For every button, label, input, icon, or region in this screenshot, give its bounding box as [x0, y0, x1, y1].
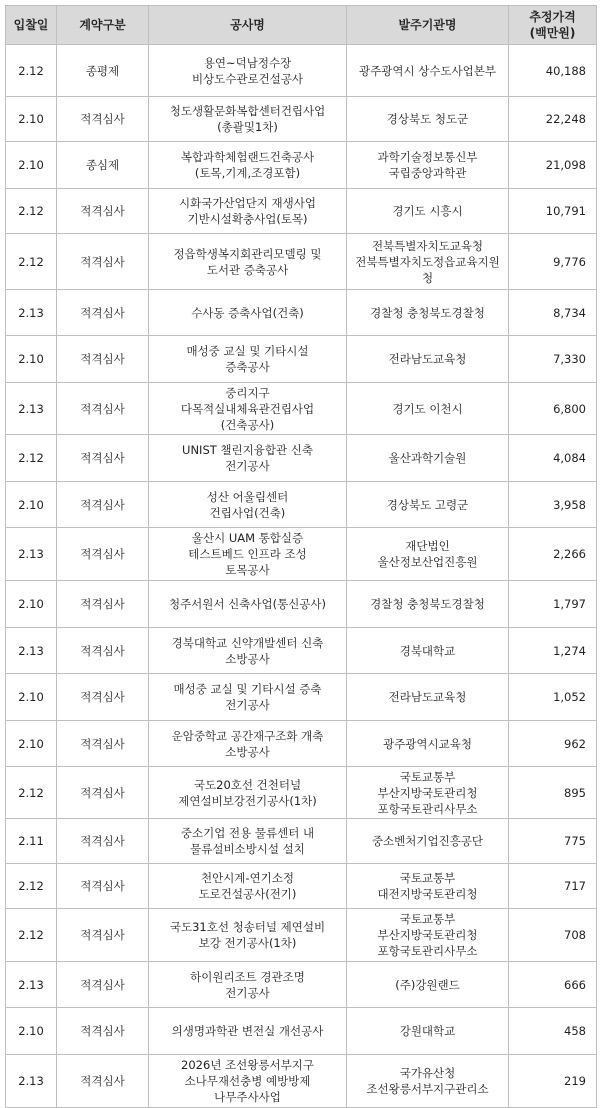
cell-price: 717: [509, 864, 597, 909]
cell-agency: 경북대학교: [347, 628, 509, 674]
cell-date: 2.12: [6, 864, 57, 909]
cell-date: 2.13: [6, 628, 57, 674]
cell-date: 2.12: [6, 909, 57, 962]
cell-date: 2.10: [6, 482, 57, 528]
cell-contract-type: 적격심사: [57, 336, 149, 383]
bid-table: [5, 5, 597, 1108]
cell-project-name: UNIST 챌린지융합관 신축 전기공사: [149, 435, 347, 482]
cell-agency: 울산과학기술원: [347, 435, 509, 482]
table-row: [6, 97, 597, 142]
cell-agency: 중소벤처기업진흥공단: [347, 819, 509, 864]
cell-date: 2.13: [6, 290, 57, 336]
cell-contract-type: 적격심사: [57, 435, 149, 482]
cell-project-name: 국도31호선 청송터널 제연설비 보강 전기공사(1차): [149, 909, 347, 962]
table-row: [6, 290, 597, 336]
table-row: [6, 864, 597, 909]
cell-date: 2.13: [6, 1055, 57, 1108]
cell-project-name: 중소기업 전용 물류센터 내 물류설비소방시설 설치: [149, 819, 347, 864]
cell-agency: 전북특별자치도교육청 전북특별자치도정읍교육지원청: [347, 234, 509, 290]
cell-date: 2.12: [6, 435, 57, 482]
table-row: [6, 482, 597, 528]
cell-price: 7,330: [509, 336, 597, 383]
cell-date: 2.12: [6, 45, 57, 97]
cell-project-name: 경북대학교 신약개발센터 신축 소방공사: [149, 628, 347, 674]
cell-date: 2.10: [6, 1008, 57, 1055]
cell-date: 2.10: [6, 142, 57, 189]
cell-agency: 강원대학교: [347, 1008, 509, 1055]
cell-agency: 경찰청 충청북도경찰청: [347, 290, 509, 336]
cell-project-name: 하이원리조트 경관조명 전기공사: [149, 962, 347, 1008]
table-body: [6, 45, 597, 1108]
cell-agency: 경기도 이천시: [347, 383, 509, 435]
cell-contract-type: 종평제: [57, 45, 149, 97]
cell-agency: (주)강원랜드: [347, 962, 509, 1008]
cell-agency: 경기도 시흥시: [347, 189, 509, 234]
cell-project-name: 국도20호선 건천터널 제연설비보강전기공사(1차): [149, 767, 347, 819]
cell-contract-type: 적격심사: [57, 674, 149, 721]
table-row: [6, 674, 597, 721]
cell-agency: 국토교통부 대전지방국토관리청: [347, 864, 509, 909]
cell-agency: 국가유산청 조선왕릉서부지구관리소: [347, 1055, 509, 1108]
cell-price: 4,084: [509, 435, 597, 482]
cell-project-name: 수사동 증축사업(건축): [149, 290, 347, 336]
cell-price: 8,734: [509, 290, 597, 336]
cell-project-name: 정읍학생복지회관리모델링 및 도서관 증축공사: [149, 234, 347, 290]
cell-contract-type: 적격심사: [57, 290, 149, 336]
cell-agency: 국토교통부 부산지방국토관리청 포항국토관리사무소: [347, 909, 509, 962]
cell-agency: 광주광역시 상수도사업본부: [347, 45, 509, 97]
cell-date: 2.11: [6, 819, 57, 864]
cell-price: 22,248: [509, 97, 597, 142]
cell-contract-type: 적격심사: [57, 482, 149, 528]
table-row: [6, 909, 597, 962]
header-contract-type: 계약구분: [57, 6, 149, 45]
cell-project-name: 의생명과학관 변전실 개선공사: [149, 1008, 347, 1055]
cell-contract-type: 적격심사: [57, 1055, 149, 1108]
cell-price: 708: [509, 909, 597, 962]
cell-contract-type: 적격심사: [57, 581, 149, 628]
cell-price: 775: [509, 819, 597, 864]
table-row: [6, 142, 597, 189]
cell-date: 2.10: [6, 721, 57, 767]
cell-contract-type: 적격심사: [57, 962, 149, 1008]
table-row: [6, 819, 597, 864]
cell-price: 1,274: [509, 628, 597, 674]
cell-contract-type: 적격심사: [57, 819, 149, 864]
cell-project-name: 청주서원서 신축사업(통신공사): [149, 581, 347, 628]
cell-agency: 과학기술정보통신부 국립중앙과학관: [347, 142, 509, 189]
cell-price: 458: [509, 1008, 597, 1055]
cell-date: 2.13: [6, 962, 57, 1008]
table-row: [6, 767, 597, 819]
cell-contract-type: 적격심사: [57, 383, 149, 435]
header-agency: 발주기관명: [347, 6, 509, 45]
table-row: [6, 1008, 597, 1055]
cell-contract-type: 적격심사: [57, 528, 149, 581]
cell-project-name: 매성중 교실 및 기타시설 증축공사: [149, 336, 347, 383]
cell-project-name: 매성중 교실 및 기타시설 증축 전기공사: [149, 674, 347, 721]
cell-agency: 광주광역시교육청: [347, 721, 509, 767]
cell-agency: 경상북도 고령군: [347, 482, 509, 528]
header-row: [6, 6, 597, 45]
cell-contract-type: 적격심사: [57, 97, 149, 142]
cell-project-name: 청도생활문화복합센터건립사업 (총괄및1차): [149, 97, 347, 142]
cell-project-name: 용연~덕남정수장 비상도수관로건설공사: [149, 45, 347, 97]
cell-contract-type: 적격심사: [57, 189, 149, 234]
table-row: [6, 189, 597, 234]
cell-agency: 전라남도교육청: [347, 336, 509, 383]
cell-project-name: 천안시계-연기소정 도로건설공사(전기): [149, 864, 347, 909]
cell-contract-type: 적격심사: [57, 628, 149, 674]
cell-date: 2.10: [6, 97, 57, 142]
table-row: [6, 45, 597, 97]
cell-price: 2,266: [509, 528, 597, 581]
cell-price: 666: [509, 962, 597, 1008]
cell-contract-type: 적격심사: [57, 767, 149, 819]
cell-agency: 재단법인 울산정보산업진흥원: [347, 528, 509, 581]
table-row: [6, 336, 597, 383]
cell-contract-type: 적격심사: [57, 864, 149, 909]
cell-date: 2.12: [6, 189, 57, 234]
table-row: [6, 581, 597, 628]
table-row: [6, 383, 597, 435]
header-price: 추정가격 (백만원): [509, 6, 597, 45]
cell-contract-type: 적격심사: [57, 1008, 149, 1055]
cell-price: 3,958: [509, 482, 597, 528]
cell-project-name: 운암중학교 공간재구조화 개축 소방공사: [149, 721, 347, 767]
cell-agency: 전라남도교육청: [347, 674, 509, 721]
cell-date: 2.13: [6, 383, 57, 435]
cell-date: 2.10: [6, 581, 57, 628]
table-row: [6, 721, 597, 767]
table-row: [6, 528, 597, 581]
cell-agency: 경상북도 청도군: [347, 97, 509, 142]
cell-date: 2.10: [6, 674, 57, 721]
cell-price: 1,797: [509, 581, 597, 628]
cell-contract-type: 적격심사: [57, 234, 149, 290]
table-row: [6, 234, 597, 290]
cell-price: 219: [509, 1055, 597, 1108]
cell-price: 10,791: [509, 189, 597, 234]
cell-project-name: 중리지구 다목적실내체육관건립사업 (건축공사): [149, 383, 347, 435]
cell-price: 9,776: [509, 234, 597, 290]
cell-agency: 경찰청 충청북도경찰청: [347, 581, 509, 628]
cell-project-name: 복합과학체험랜드건축공사 (토목,기계,조경포함): [149, 142, 347, 189]
cell-date: 2.10: [6, 336, 57, 383]
table-row: [6, 962, 597, 1008]
cell-project-name: 성산 어울림센터 건립사업(건축): [149, 482, 347, 528]
cell-date: 2.12: [6, 767, 57, 819]
cell-project-name: 2026년 조선왕릉서부지구 소나무재선충병 예방방제 나무주사사업: [149, 1055, 347, 1108]
table-row: [6, 435, 597, 482]
cell-date: 2.12: [6, 234, 57, 290]
cell-price: 6,800: [509, 383, 597, 435]
header-project-name: 공사명: [149, 6, 347, 45]
cell-contract-type: 적격심사: [57, 721, 149, 767]
header-date: 입찰일: [6, 6, 57, 45]
cell-price: 1,052: [509, 674, 597, 721]
cell-project-name: 울산시 UAM 통합실증 테스트베드 인프라 조성 토목공사: [149, 528, 347, 581]
cell-date: 2.13: [6, 528, 57, 581]
cell-contract-type: 종심제: [57, 142, 149, 189]
cell-price: 962: [509, 721, 597, 767]
table-row: [6, 628, 597, 674]
cell-contract-type: 적격심사: [57, 909, 149, 962]
cell-price: 40,188: [509, 45, 597, 97]
cell-price: 895: [509, 767, 597, 819]
cell-price: 21,098: [509, 142, 597, 189]
table-row: [6, 1055, 597, 1108]
cell-project-name: 시화국가산업단지 재생사업 기반시설확충사업(토목): [149, 189, 347, 234]
cell-agency: 국토교통부 부산지방국토관리청 포항국토관리사무소: [347, 767, 509, 819]
